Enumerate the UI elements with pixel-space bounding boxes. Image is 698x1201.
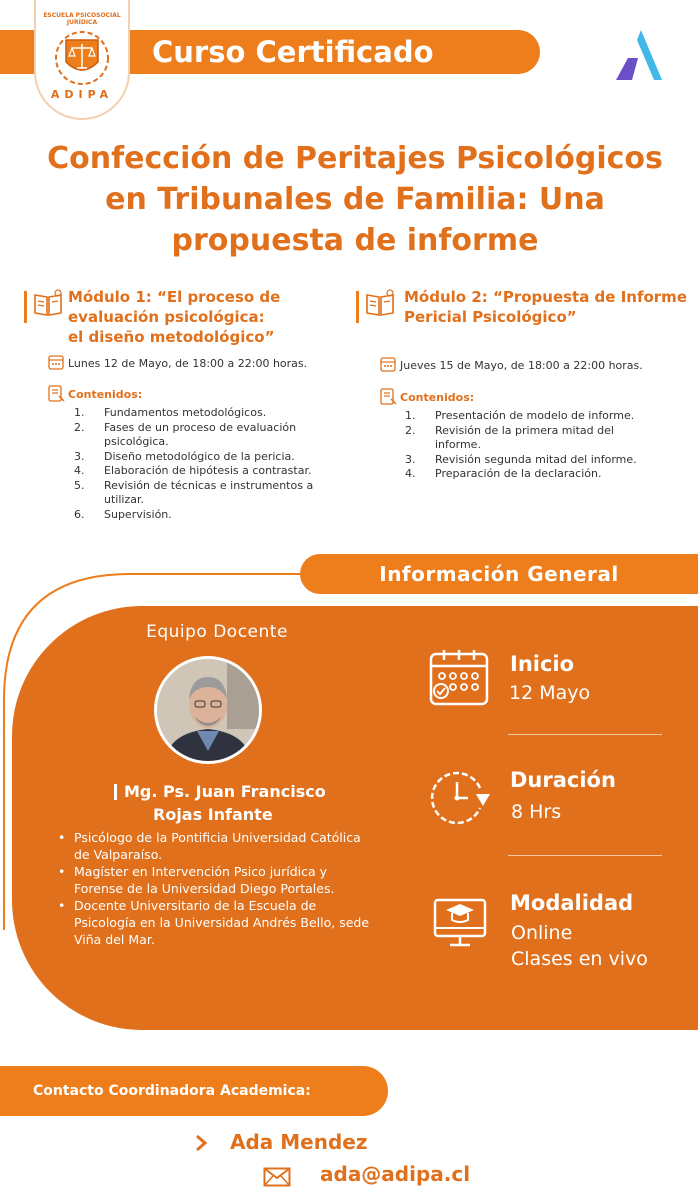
inicio-value: 12 Mayo xyxy=(509,682,591,704)
team-title: Equipo Docente xyxy=(146,622,288,642)
item-text: Diseño metodológico de la pericia. xyxy=(104,449,295,463)
calendar-small-icon xyxy=(48,354,64,370)
item-number: 4. xyxy=(405,467,416,480)
item-number: 1. xyxy=(405,409,416,422)
content-item xyxy=(405,409,695,424)
item-text: Revisión de la primera mitad del xyxy=(435,423,614,437)
content-item xyxy=(74,421,364,450)
contact-email[interactable]: ada@adipa.cl xyxy=(320,1162,471,1186)
item-number: 5. xyxy=(74,478,85,492)
divider xyxy=(508,734,662,735)
logo-word: ADIPA xyxy=(50,88,114,101)
module-accent-bar xyxy=(356,291,359,323)
content-item xyxy=(74,406,364,421)
item-number: 3. xyxy=(405,452,416,466)
bio-item: • Magíster en Intervención Psico jurídica y Forense de la Universidad Diego Portales. xyxy=(56,863,376,897)
item-text: utilizar. xyxy=(104,493,144,506)
content-item xyxy=(74,479,364,508)
module-1-date: Lunes 12 de Mayo, de 18:00 a 22:00 horas. xyxy=(68,357,308,370)
module-accent-bar xyxy=(24,291,27,323)
divider xyxy=(508,855,662,856)
online-class-icon xyxy=(432,894,488,950)
item-text: Presentación de modelo de informe. xyxy=(435,409,635,422)
adipa-logo xyxy=(34,0,130,120)
item-text: Revisión segunda mitad del informe. xyxy=(435,452,637,466)
inicio-label: Inicio xyxy=(510,652,575,676)
bio-item: • Psicólogo de la Pontificia Universidad Católica de Valparaíso. xyxy=(56,829,376,863)
item-text: Supervisión. xyxy=(104,507,172,521)
module-2-title: Módulo 2: “Propuesta de Informe Pericial Psicológico” xyxy=(404,288,687,326)
content-item xyxy=(405,453,695,468)
module-1 xyxy=(24,287,344,527)
contact-name: Ada Mendez xyxy=(230,1130,368,1154)
item-text: Fases de un proceso de evaluación xyxy=(104,420,297,434)
item-text: Revisión de técnicas e instrumentos a xyxy=(104,478,314,492)
chevron-right-icon xyxy=(194,1134,208,1152)
scales-emblem-icon xyxy=(46,28,118,88)
item-text: Preparación de la declaración. xyxy=(435,467,602,480)
book-icon xyxy=(33,289,63,317)
document-icon xyxy=(380,388,397,406)
calendar-small-icon xyxy=(380,356,396,372)
brand-a-logo-icon xyxy=(614,28,664,82)
item-text: Elaboración de hipótesis a contrastar. xyxy=(104,464,312,477)
course-title: Confección de Peritajes Psicológicos en Tribunales de Familia: Una propuesta de informe xyxy=(47,141,663,258)
item-text: psicológica. xyxy=(104,435,169,448)
module-2 xyxy=(356,287,696,497)
item-text: informe. xyxy=(435,438,481,451)
item-number: 1. xyxy=(74,406,85,419)
module-1-contents-label: Contenidos: xyxy=(68,388,143,401)
document-icon xyxy=(48,385,65,403)
name-accent-bar xyxy=(114,784,117,800)
modalidad-value-1: Online xyxy=(511,922,573,944)
duracion-value: 8 Hrs xyxy=(511,801,562,823)
item-number: 2. xyxy=(405,423,416,437)
item-number: 4. xyxy=(74,464,85,477)
content-item xyxy=(74,508,364,523)
calendar-icon xyxy=(428,648,490,708)
content-item xyxy=(74,450,364,465)
item-number: 6. xyxy=(74,507,85,521)
item-number: 2. xyxy=(74,420,85,434)
module-2-date: Jueves 15 de Mayo, de 18:00 a 22:00 horas. xyxy=(400,359,643,372)
teacher-photo-icon xyxy=(157,659,259,761)
content-item xyxy=(405,467,695,482)
item-text: Fundamentos metodológicos. xyxy=(104,406,267,419)
header-title: Curso Certificado xyxy=(152,35,434,69)
module-2-contents-label: Contenidos: xyxy=(400,391,475,404)
modalidad-value-2: Clases en vivo xyxy=(511,948,648,970)
clock-icon xyxy=(428,768,492,826)
book-icon xyxy=(365,289,395,317)
bio-item: • Docente Universitario de la Escuela de Psicología en la Universidad Andrés Bello, sede Viña del Mar. xyxy=(56,897,376,948)
info-section-title: Información General xyxy=(379,562,619,586)
item-number: 3. xyxy=(74,449,85,463)
duracion-label: Duración xyxy=(510,768,616,792)
module-1-title: Módulo 1: “El proceso de evaluación psicológica: el diseño metodológico” xyxy=(68,288,281,346)
content-item xyxy=(405,424,695,453)
content-item xyxy=(74,464,364,479)
teacher-avatar xyxy=(154,656,262,764)
contact-label: Contacto Coordinadora Academica: xyxy=(33,1083,311,1099)
modalidad-label: Modalidad xyxy=(510,891,634,915)
module-1-contents-list xyxy=(74,406,364,522)
logo-school-text: ESCUELA PSICOSOCIAL JURÍDICA xyxy=(43,12,121,26)
mail-icon xyxy=(263,1167,291,1187)
teacher-bio xyxy=(56,829,376,948)
module-2-contents-list xyxy=(405,409,695,482)
